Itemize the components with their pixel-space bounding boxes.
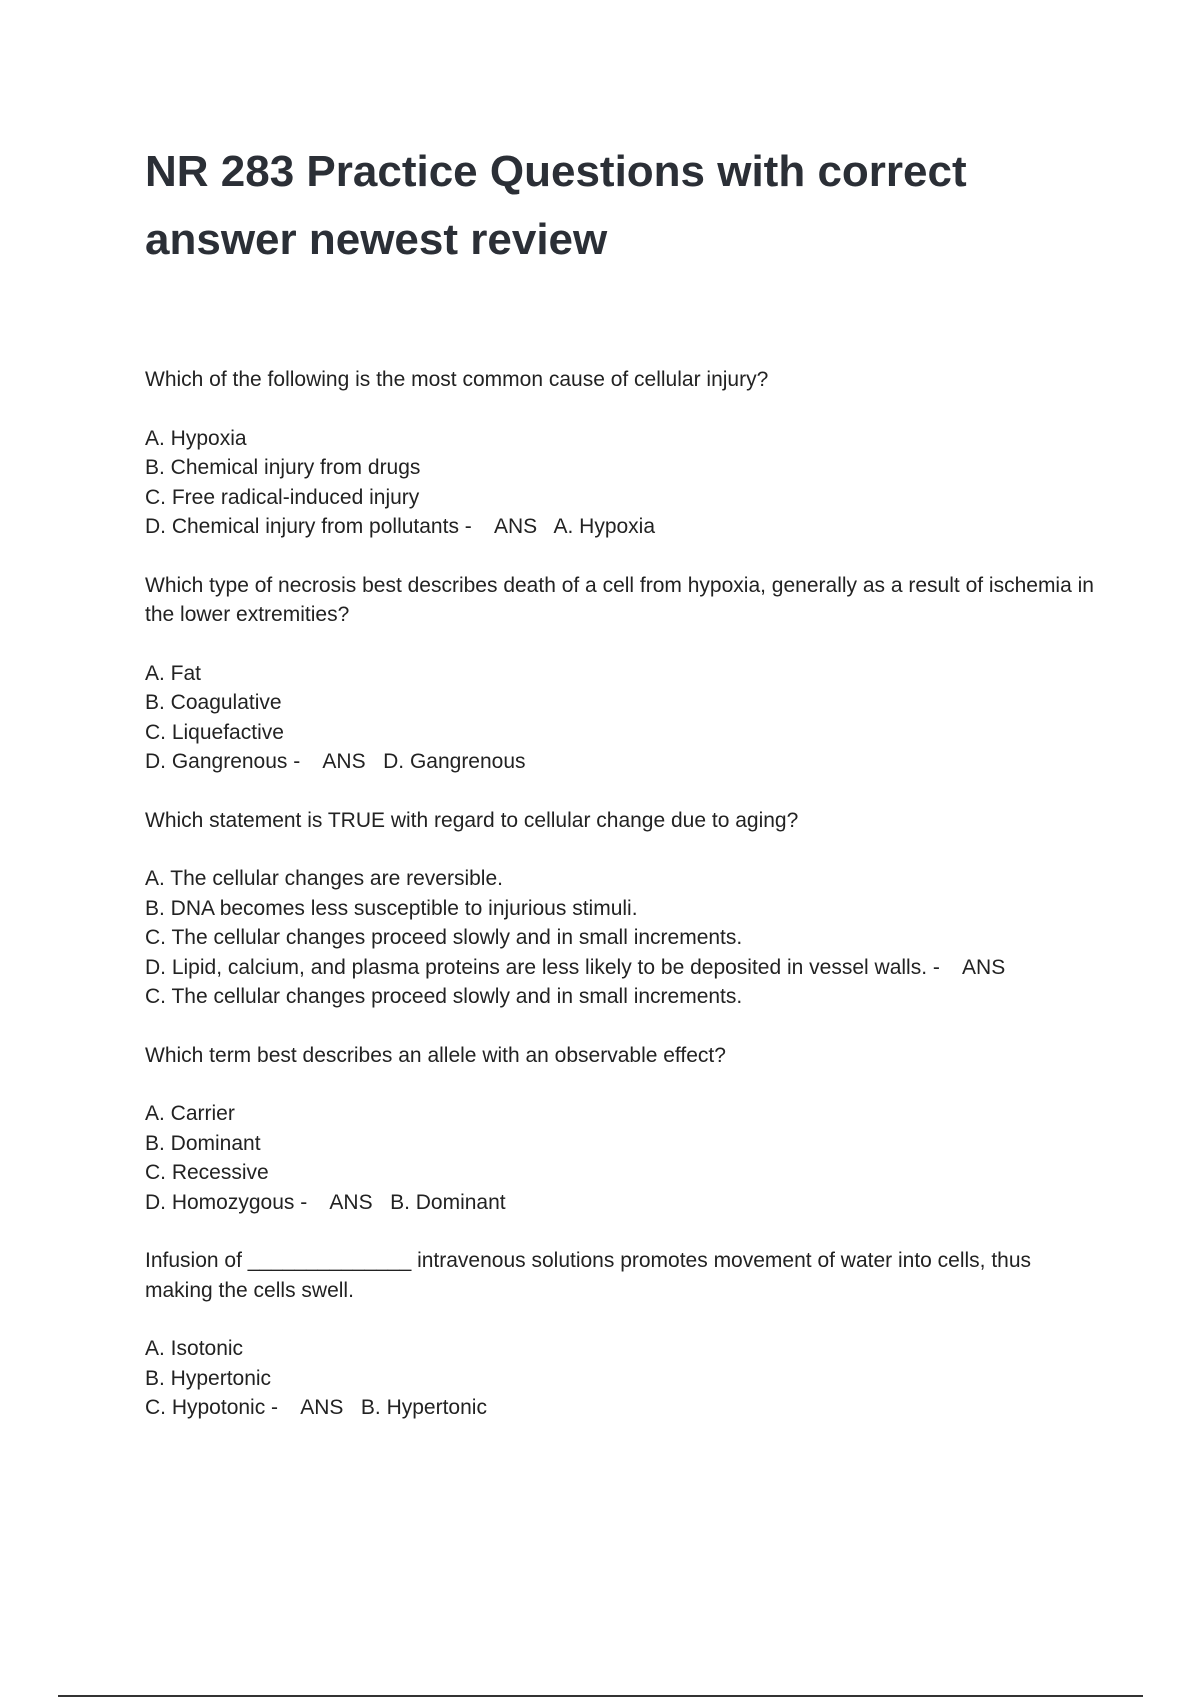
answer-line: B. Chemical injury from drugs xyxy=(145,456,421,479)
answer-line: B. Coagulative xyxy=(145,691,282,714)
answer-line: D. Lipid, calcium, and plasma proteins are less likely to be deposited in vessel walls. - ANS xyxy=(145,955,1006,979)
answer-line: C. Recessive xyxy=(145,1161,269,1184)
answer-line: B. DNA becomes less susceptible to injurious stimuli. xyxy=(145,896,638,920)
answer-line: A. Carrier xyxy=(145,1102,235,1125)
answer-line: C. The cellular changes proceed slowly and in small increments. xyxy=(145,985,743,1008)
question-3 xyxy=(145,806,1095,1012)
answer-line: A. Isotonic xyxy=(145,1337,244,1360)
answer-line: C. Hypotonic - ANS B. Hypertonic xyxy=(145,1396,487,1419)
answer-line: C. Liquefactive xyxy=(145,720,284,744)
answer-line: C. The cellular changes proceed slowly and in small increments. xyxy=(145,926,743,949)
question-4 xyxy=(145,1041,1095,1218)
answer-line: A. Fat xyxy=(145,661,202,685)
answer-line: C. Free radical-induced injury xyxy=(145,485,420,509)
answer-line: D. Chemical injury from pollutants - ANS A. Hypoxia xyxy=(145,515,656,538)
answer-line: A. Hypoxia xyxy=(145,426,247,450)
question-text: Infusion of ______________ intravenous solutions promotes movement of water into cells, thus making the cells swell. xyxy=(145,1249,1032,1302)
question-text: Which statement is TRUE with regard to cellular change due to aging? xyxy=(145,808,799,832)
question-text: Which of the following is the most common cause of cellular injury? xyxy=(145,368,769,391)
document-title: NR 283 Practice Questions with correct answer newest review xyxy=(145,147,967,264)
page-bottom-divider xyxy=(58,1695,1143,1697)
answer-line: D. Homozygous - ANS B. Dominant xyxy=(145,1190,506,1214)
question-1 xyxy=(145,365,1095,542)
answer-line: B. Dominant xyxy=(145,1131,261,1155)
questions-list xyxy=(145,365,1095,1452)
question-text: Which term best describes an allele with an observable effect? xyxy=(145,1043,726,1067)
answer-line: D. Gangrenous - ANS D. Gangrenous xyxy=(145,750,526,773)
question-5 xyxy=(145,1246,1095,1423)
answer-line: B. Hypertonic xyxy=(145,1366,272,1390)
answer-line: A. The cellular changes are reversible. xyxy=(145,867,503,890)
question-text: Which type of necrosis best describes death of a cell from hypoxia, generally as a result of ischemia in the lower extremities? xyxy=(145,573,1094,626)
question-2 xyxy=(145,571,1095,777)
